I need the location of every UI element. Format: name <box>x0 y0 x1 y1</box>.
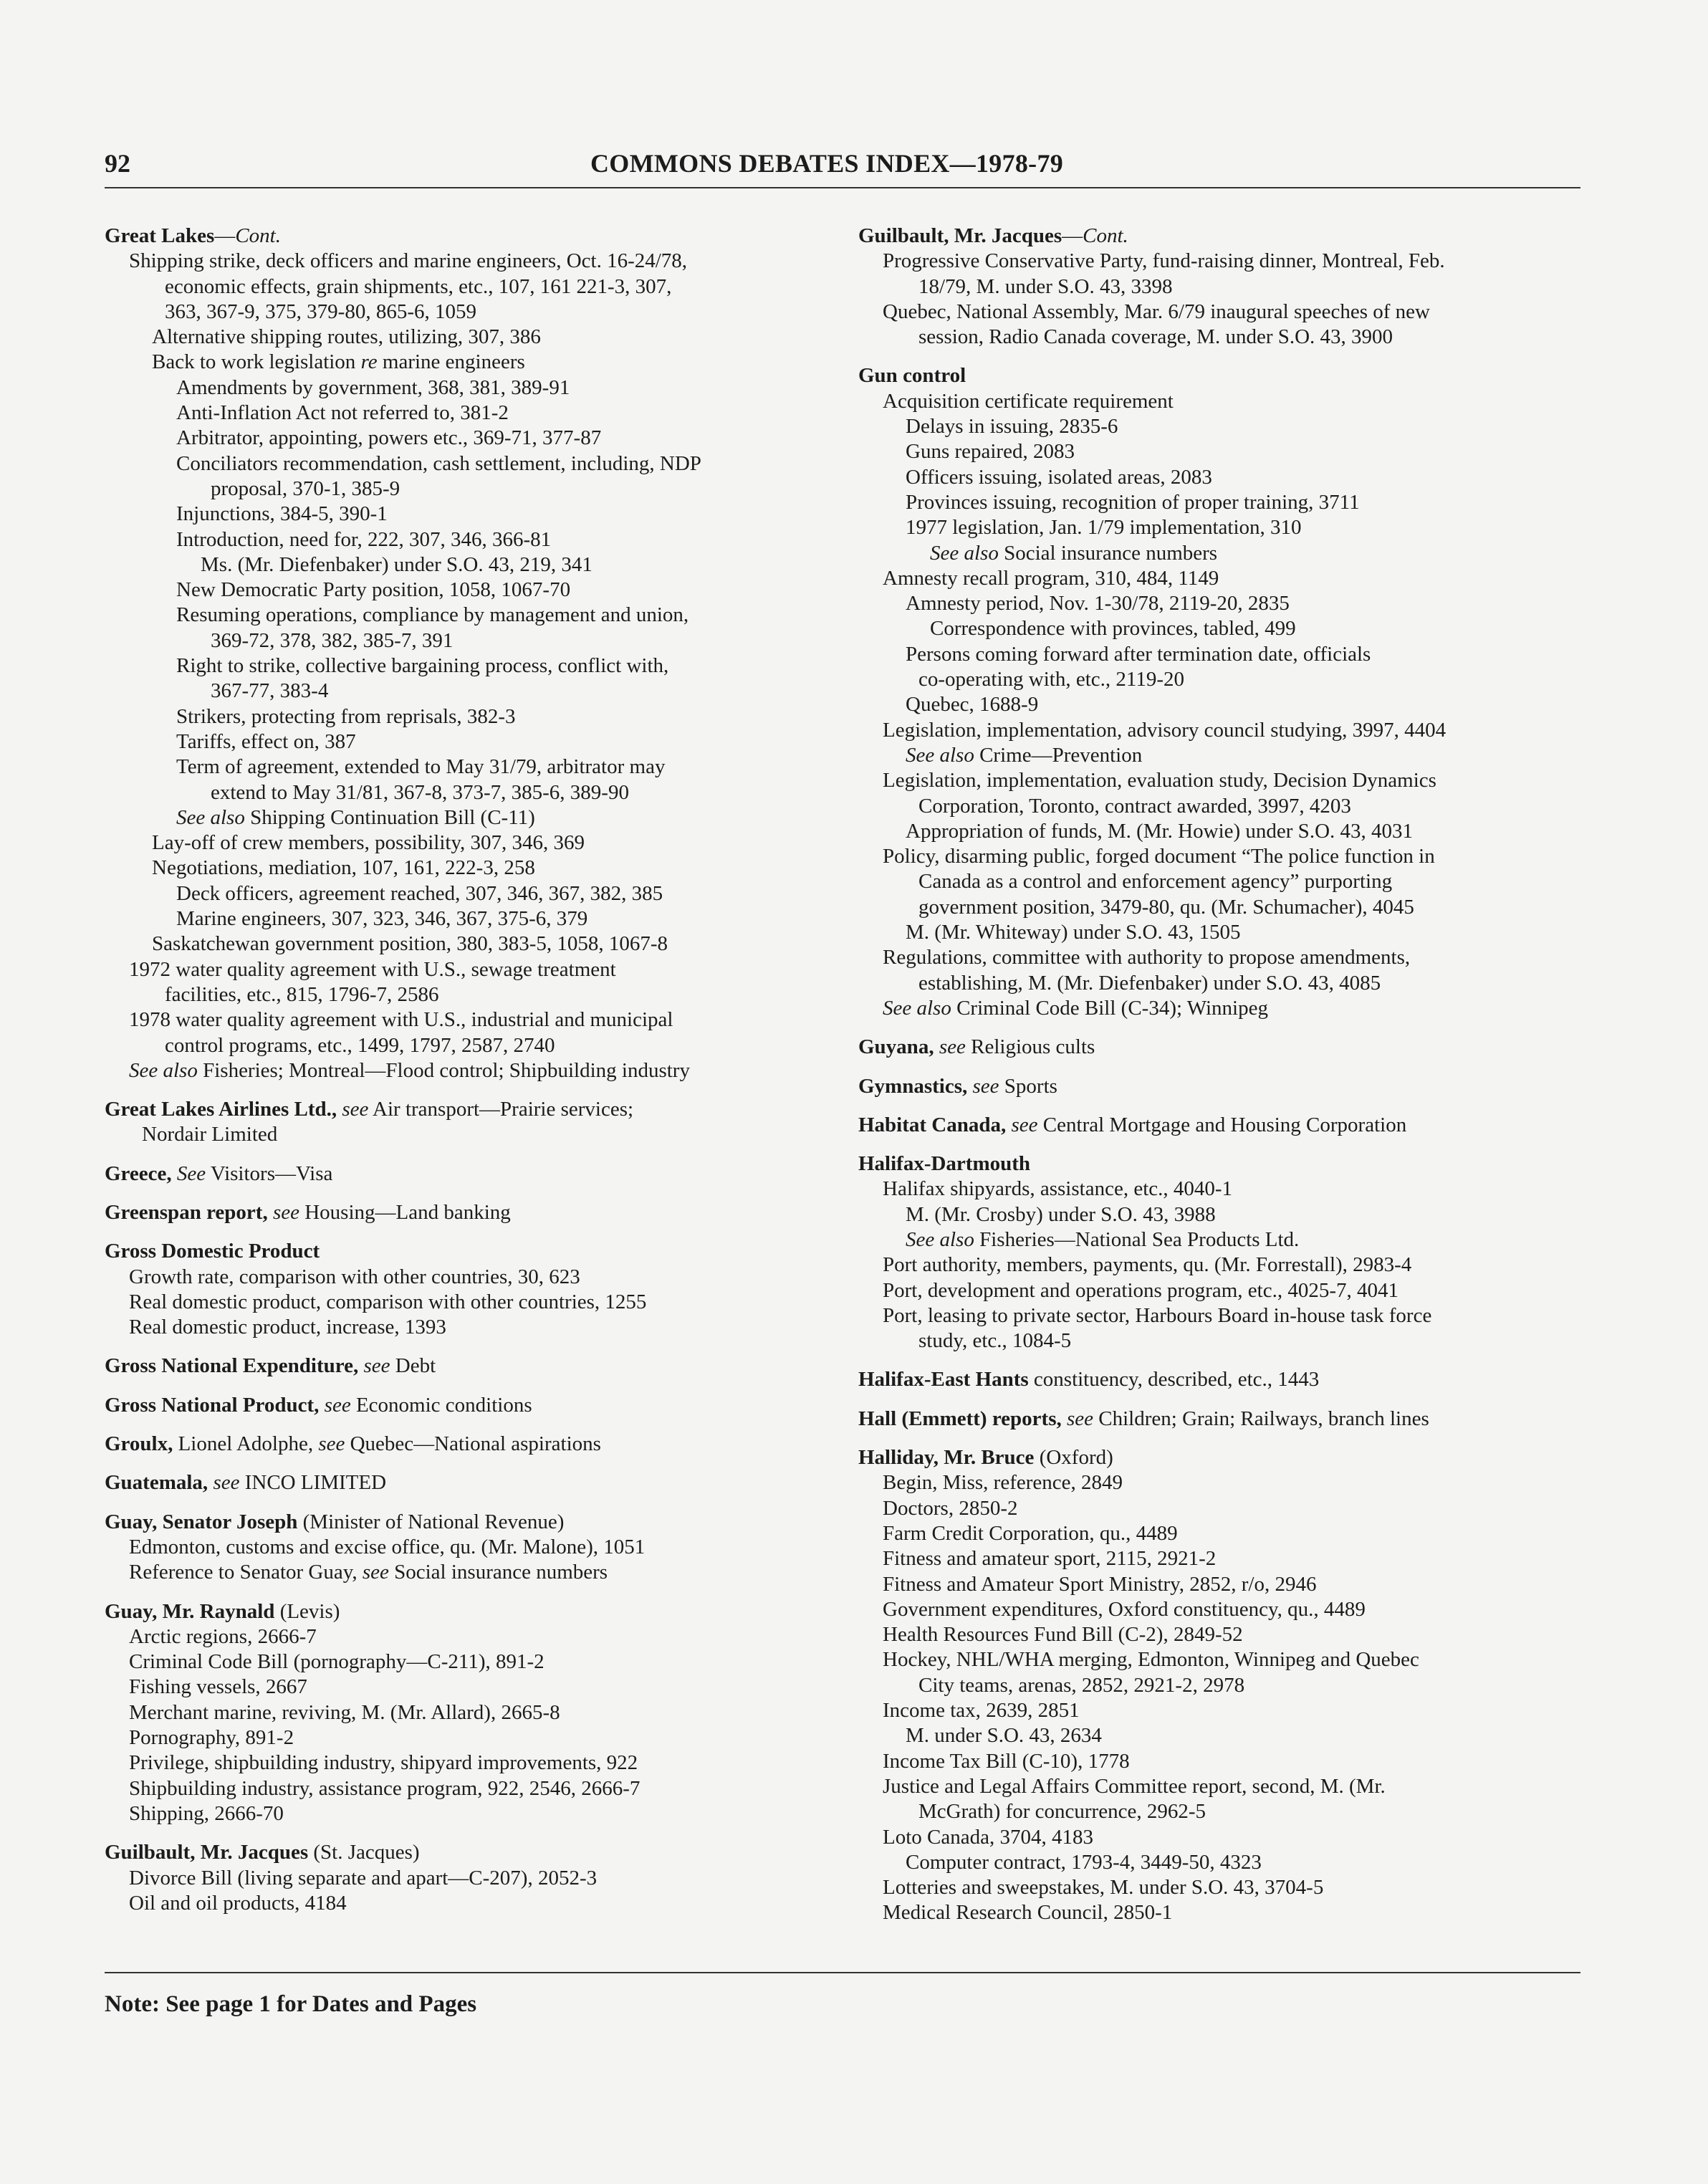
index-subentry: Arbitrator, appointing, powers etc., 369-71, 377-87 <box>176 426 602 450</box>
index-entry <box>858 1113 1582 1138</box>
index-heading: Great Lakes—Cont. <box>105 224 281 247</box>
index-entry <box>858 363 1582 1021</box>
index-subentry: Farm Credit Corporation, qu., 4489 <box>883 1521 1178 1545</box>
index-entry <box>105 1200 828 1225</box>
index-subentry: Canada as a control and enforcement agency” purporting <box>918 870 1393 894</box>
index-subentry: Port, development and operations program, etc., 4025-7, 4041 <box>883 1278 1399 1302</box>
index-subentry: Fitness and amateur sport, 2115, 2921-2 <box>883 1547 1217 1571</box>
index-heading: Guay, Mr. Raynald (Levis) <box>105 1599 340 1623</box>
index-subentry: Medical Research Council, 2850-1 <box>883 1901 1173 1925</box>
index-heading: Gross National Expenditure, see Debt <box>105 1354 436 1378</box>
index-subentry: 1978 water quality agreement with U.S., industrial and municipal <box>129 1008 673 1032</box>
index-entry <box>105 1432 828 1457</box>
index-heading: Guatemala, see INCO LIMITED <box>105 1471 387 1495</box>
index-subentry: M. (Mr. Crosby) under S.O. 43, 3988 <box>906 1202 1216 1226</box>
index-subentry: Real domestic product, increase, 1393 <box>129 1316 446 1339</box>
index-subentry: City teams, arenas, 2852, 2921-2, 2978 <box>918 1673 1245 1697</box>
index-subentry: Negotiations, mediation, 107, 161, 222-3, 258 <box>152 856 535 880</box>
index-entry <box>858 1367 1582 1392</box>
index-subentry: study, etc., 1084-5 <box>918 1329 1072 1353</box>
index-subentry: Lay-off of crew members, possibility, 307, 346, 369 <box>152 831 585 855</box>
index-subentry: establishing, M. (Mr. Diefenbaker) under S.O. 43, 4085 <box>918 971 1381 995</box>
index-subentry: Edmonton, customs and excise office, qu. (Mr. Malone), 1051 <box>129 1535 646 1558</box>
index-subentry: Deck officers, agreement reached, 307, 346, 367, 382, 385 <box>176 881 663 905</box>
index-subentry: Quebec, 1688-9 <box>906 693 1039 717</box>
index-subentry: Port authority, members, payments, qu. (Mr. Forrestall), 2983-4 <box>883 1253 1412 1277</box>
index-subentry: Saskatchewan government position, 380, 383-5, 1058, 1067-8 <box>152 932 668 956</box>
index-subentry: Port, leasing to private sector, Harbours Board in-house task force <box>883 1303 1432 1327</box>
index-subentry: Halifax shipyards, assistance, etc., 4040-1 <box>883 1177 1233 1201</box>
index-subentry: Ms. (Mr. Diefenbaker) under S.O. 43, 219, 341 <box>201 552 592 576</box>
index-subentry: Hockey, NHL/WHA merging, Edmonton, Winnipeg and Quebec <box>883 1648 1419 1672</box>
index-subentry: See also Criminal Code Bill (C-34); Winnipeg <box>883 996 1268 1020</box>
index-subentry: Health Resources Fund Bill (C-2), 2849-52 <box>883 1623 1243 1647</box>
index-subentry: Fishing vessels, 2667 <box>129 1675 307 1699</box>
index-heading: Halifax-Dartmouth <box>858 1152 1031 1176</box>
index-subentry: Right to strike, collective bargaining process, conflict with, <box>176 654 669 678</box>
index-subentry: Corporation, Toronto, contract awarded, 3997, 4203 <box>918 794 1351 818</box>
index-subentry: Reference to Senator Guay, see Social insurance numbers <box>129 1561 608 1584</box>
index-subentry: Quebec, National Assembly, Mar. 6/79 inaugural speeches of new <box>883 300 1430 323</box>
index-subentry: Merchant marine, reviving, M. (Mr. Allard), 2665-8 <box>129 1700 560 1724</box>
index-subentry: 1972 water quality agreement with U.S., sewage treatment <box>129 957 616 981</box>
index-subentry: Back to work legislation re marine engineers <box>152 350 525 374</box>
index-subentry: Conciliators recommendation, cash settlement, including, NDP <box>176 451 701 475</box>
index-subentry: extend to May 31/81, 367-8, 373-7, 385-6, 389-90 <box>211 780 629 804</box>
index-heading: Halliday, Mr. Bruce (Oxford) <box>858 1446 1113 1470</box>
index-subentry: Strikers, protecting from reprisals, 382-3 <box>176 704 516 728</box>
index-heading: Guilbault, Mr. Jacques—Cont. <box>858 224 1128 247</box>
index-heading: Great Lakes Airlines Ltd., see Air transport—Prairie services; <box>105 1098 634 1121</box>
index-subentry: See also Social insurance numbers <box>930 541 1218 565</box>
index-subentry: government position, 3479-80, qu. (Mr. Schumacher), 4045 <box>918 895 1414 919</box>
index-entry <box>105 1239 828 1340</box>
index-subentry: Policy, disarming public, forged document “The police function in <box>883 845 1435 868</box>
index-subentry: Amendments by government, 368, 381, 389-91 <box>176 375 570 399</box>
page-header <box>105 148 1580 188</box>
index-entry <box>105 1840 828 1916</box>
index-subentry: Fitness and Amateur Sport Ministry, 2852, r/o, 2946 <box>883 1572 1317 1596</box>
index-subentry: Lotteries and sweepstakes, M. under S.O. 43, 3704-5 <box>883 1876 1324 1900</box>
index-subentry: M. (Mr. Whiteway) under S.O. 43, 1505 <box>906 921 1241 944</box>
index-entry <box>858 1035 1582 1060</box>
index-subentry: Marine engineers, 307, 323, 346, 367, 375-6, 379 <box>176 907 588 931</box>
index-subentry: Regulations, committee with authority to propose amendments, <box>883 946 1411 969</box>
index-subentry: 1977 legislation, Jan. 1/79 implementation, 310 <box>906 516 1302 540</box>
index-entry <box>858 224 1582 350</box>
index-subentry: Arctic regions, 2666-7 <box>129 1624 317 1648</box>
index-subentry: Shipbuilding industry, assistance program, 922, 2546, 2666-7 <box>129 1776 640 1800</box>
index-subentry: Government expenditures, Oxford constituency, qu., 4489 <box>883 1597 1366 1621</box>
index-subentry: Officers issuing, isolated areas, 2083 <box>906 465 1212 489</box>
index-subentry: Term of agreement, extended to May 31/79, arbitrator may <box>176 755 666 779</box>
index-entry <box>858 1407 1582 1432</box>
index-column-right <box>858 224 1582 1940</box>
index-subentry: Nordair Limited <box>142 1123 278 1146</box>
index-entry <box>858 1074 1582 1099</box>
index-subentry: Guns repaired, 2083 <box>906 440 1075 464</box>
index-entry <box>105 1599 828 1827</box>
index-heading: Gymnastics, see Sports <box>858 1074 1057 1098</box>
index-subentry: 363, 367-9, 375, 379-80, 865-6, 1059 <box>165 300 476 323</box>
index-subentry: Privilege, shipbuilding industry, shipyard improvements, 922 <box>129 1751 638 1775</box>
footer-rule <box>105 1972 1580 1973</box>
page-title: COMMONS DEBATES INDEX—1978-79 <box>590 149 1064 178</box>
index-subentry: session, Radio Canada coverage, M. under S.O. 43, 3900 <box>918 325 1393 349</box>
index-heading: Habitat Canada, see Central Mortgage and Housing Corporation <box>858 1113 1407 1136</box>
page-number: 92 <box>105 149 130 178</box>
index-subentry: Injunctions, 384-5, 390-1 <box>176 502 388 526</box>
index-subentry: Amnesty recall program, 310, 484, 1149 <box>883 566 1219 590</box>
index-subentry: 18/79, M. under S.O. 43, 3398 <box>918 274 1173 298</box>
index-subentry: New Democratic Party position, 1058, 1067-70 <box>176 578 571 602</box>
index-heading: Greenspan report, see Housing—Land banking <box>105 1200 511 1224</box>
index-subentry: Alternative shipping routes, utilizing, 307, 386 <box>152 325 541 349</box>
index-entry <box>105 1354 828 1379</box>
index-subentry: Criminal Code Bill (pornography—C-211), 891-2 <box>129 1650 544 1674</box>
index-entry <box>858 1445 1582 1926</box>
index-subentry: Income Tax Bill (C-10), 1778 <box>883 1749 1130 1773</box>
index-subentry: Income tax, 2639, 2851 <box>883 1699 1080 1723</box>
index-subentry: See also Shipping Continuation Bill (C-11) <box>176 805 535 829</box>
index-subentry: See also Crime—Prevention <box>906 743 1143 767</box>
index-entry <box>858 1151 1582 1354</box>
index-heading: Hall (Emmett) reports, see Children; Grain; Railways, branch lines <box>858 1407 1429 1430</box>
index-subentry: McGrath) for concurrence, 2962-5 <box>918 1800 1206 1824</box>
index-heading: Gross National Product, see Economic conditions <box>105 1393 532 1417</box>
index-entry <box>105 1393 828 1418</box>
index-subentry: facilities, etc., 815, 1796-7, 2586 <box>165 982 439 1006</box>
index-subentry: See also Fisheries—National Sea Products Ltd. <box>906 1227 1300 1251</box>
index-subentry: Shipping, 2666-70 <box>129 1801 284 1825</box>
index-subentry: control programs, etc., 1499, 1797, 2587, 2740 <box>165 1033 555 1057</box>
header-rule <box>105 187 1580 188</box>
index-heading: Greece, See Visitors—Visa <box>105 1162 333 1185</box>
index-subentry: M. under S.O. 43, 2634 <box>906 1724 1102 1748</box>
index-subentry: 369-72, 378, 382, 385-7, 391 <box>211 628 454 652</box>
index-entry <box>105 1470 828 1495</box>
index-subentry: Provinces issuing, recognition of proper training, 3711 <box>906 490 1360 514</box>
footer-note: Note: See page 1 for Dates and Pages <box>105 1991 477 2017</box>
index-heading: Guilbault, Mr. Jacques (St. Jacques) <box>105 1841 420 1864</box>
index-subentry: Loto Canada, 3704, 4183 <box>883 1825 1093 1849</box>
index-heading: Guyana, see Religious cults <box>858 1035 1095 1059</box>
index-subentry: Amnesty period, Nov. 1-30/78, 2119-20, 2835 <box>906 592 1290 616</box>
index-subentry: Legislation, implementation, advisory council studying, 3997, 4404 <box>883 718 1446 742</box>
index-subentry: See also Fisheries; Montreal—Flood control; Shipbuilding industry <box>129 1058 690 1082</box>
index-subentry: Resuming operations, compliance by management and union, <box>176 603 689 627</box>
index-subentry: 367-77, 383-4 <box>211 679 329 703</box>
index-subentry: Begin, Miss, reference, 2849 <box>883 1471 1123 1495</box>
index-subentry: Introduction, need for, 222, 307, 346, 366-81 <box>176 527 552 551</box>
index-subentry: co-operating with, etc., 2119-20 <box>918 668 1184 691</box>
index-subentry: Delays in issuing, 2835-6 <box>906 415 1118 439</box>
index-subentry: Real domestic product, comparison with other countries, 1255 <box>129 1290 647 1313</box>
index-subentry: Doctors, 2850-2 <box>883 1496 1018 1520</box>
index-subentry: proposal, 370-1, 385-9 <box>211 476 400 500</box>
index-heading: Gross Domestic Product <box>105 1240 320 1263</box>
index-heading: Gun control <box>858 364 966 388</box>
index-heading: Groulx, Lionel Adolphe, see Quebec—National aspirations <box>105 1432 601 1456</box>
index-entry <box>105 1162 828 1187</box>
index-subentry: Legislation, implementation, evaluation study, Decision Dynamics <box>883 769 1436 792</box>
index-subentry: Growth rate, comparison with other countries, 30, 623 <box>129 1265 580 1288</box>
index-subentry: Oil and oil products, 4184 <box>129 1891 347 1915</box>
index-column-left <box>105 224 828 1930</box>
index-subentry: Tariffs, effect on, 387 <box>176 729 356 753</box>
index-subentry: Justice and Legal Affairs Committee report, second, M. (Mr. <box>883 1774 1386 1798</box>
index-subentry: economic effects, grain shipments, etc., 107, 161 221-3, 307, <box>165 274 672 298</box>
index-subentry: Progressive Conservative Party, fund-raising dinner, Montreal, Feb. <box>883 249 1445 273</box>
index-subentry: Correspondence with provinces, tabled, 499 <box>930 617 1296 641</box>
index-subentry: Anti-Inflation Act not referred to, 381-2 <box>176 401 509 425</box>
index-entry <box>105 224 828 1083</box>
index-subentry: Divorce Bill (living separate and apart—C-207), 2052-3 <box>129 1866 598 1890</box>
index-subentry: Acquisition certificate requirement <box>883 389 1174 413</box>
index-entry <box>105 1510 828 1586</box>
index-entry <box>105 1097 828 1148</box>
index-heading: Guay, Senator Joseph (Minister of National Revenue) <box>105 1510 565 1533</box>
index-subentry: Computer contract, 1793-4, 3449-50, 4323 <box>906 1850 1262 1874</box>
index-subentry: Shipping strike, deck officers and marine engineers, Oct. 16-24/78, <box>129 249 688 273</box>
index-heading: Halifax-East Hants constituency, described, etc., 1443 <box>858 1368 1320 1392</box>
index-subentry: Appropriation of funds, M. (Mr. Howie) under S.O. 43, 4031 <box>906 819 1414 843</box>
index-subentry: Pornography, 891-2 <box>129 1726 294 1750</box>
index-subentry: Persons coming forward after termination date, officials <box>906 642 1371 666</box>
